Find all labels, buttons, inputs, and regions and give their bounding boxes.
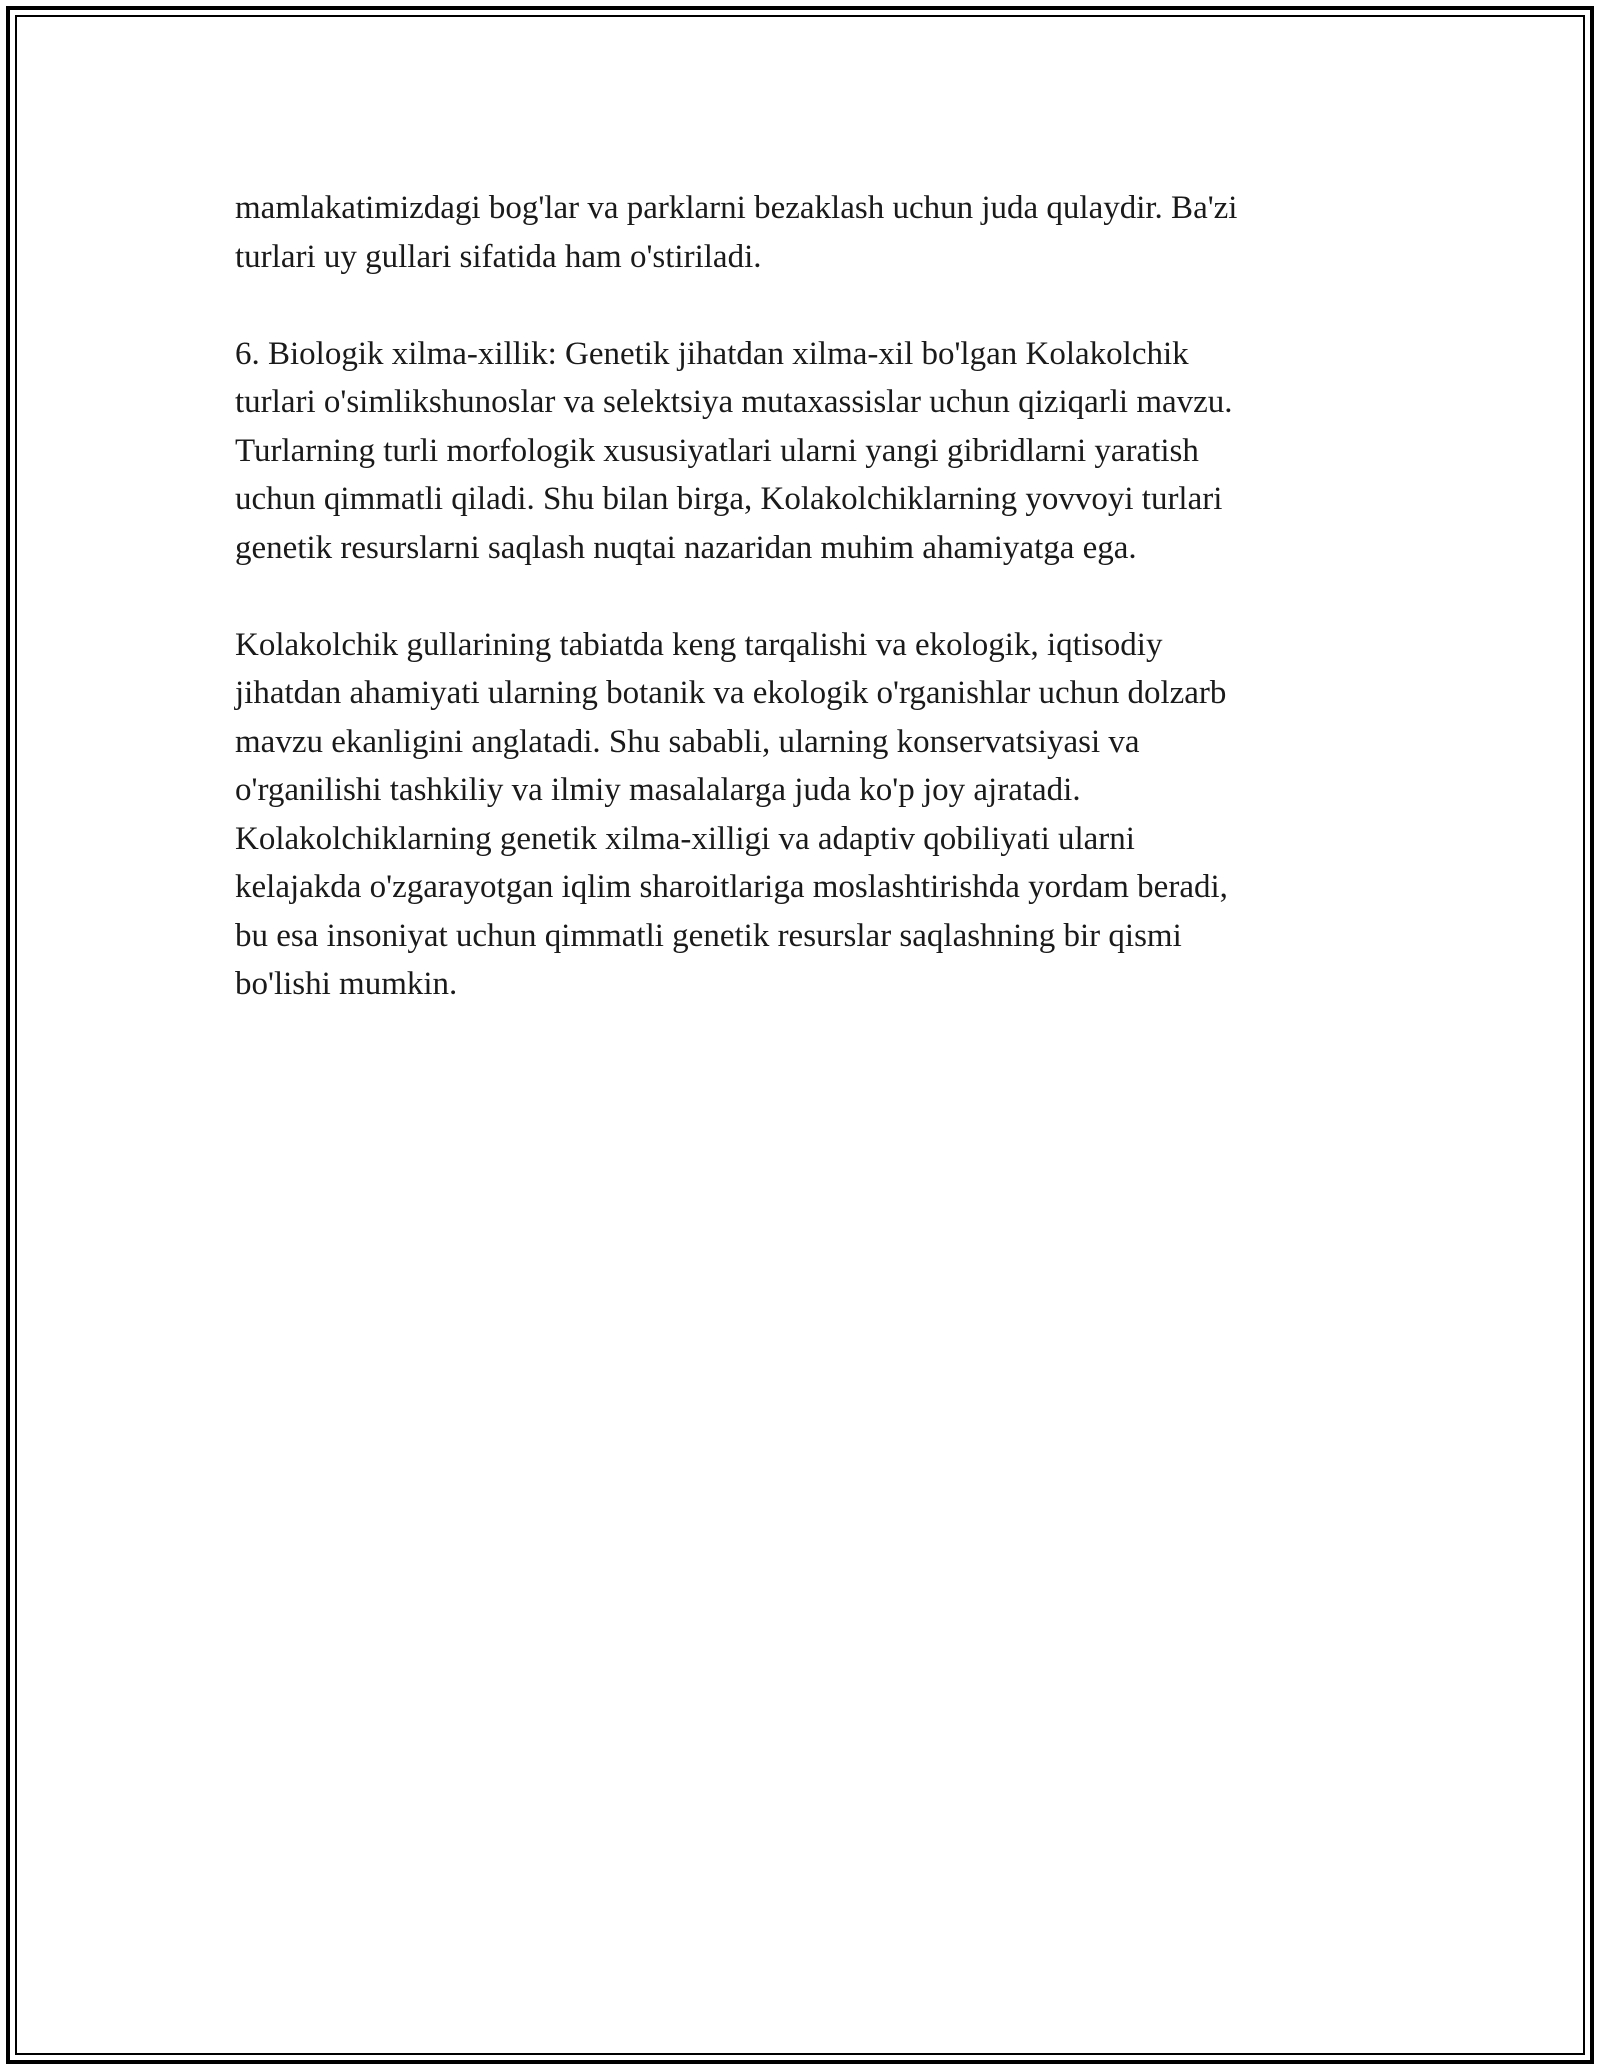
text-line: turlari uy gullari sifatida ham o'stiriladi. [235, 238, 762, 275]
text-line: kelajakda o'zgarayotgan iqlim sharoitlariga moslashtirishda yordam beradi, [235, 869, 1228, 905]
paragraph-biodiversity [235, 330, 1385, 573]
text-line: uchun qimmatli qiladi. Shu bilan birga, Kolakolchiklarning yovvoyi turlari [235, 481, 1223, 517]
text-line: bu esa insoniyat uchun qimmatli genetik resurslar saqlashning bir qismi [235, 917, 1182, 954]
text-line: mamlakatimizdagi bog'lar va parklarni bezaklash uchun juda qulaydir. Ba'zi [235, 190, 1238, 226]
text-line: bo'lishi mumkin. [235, 966, 458, 1002]
paragraph-continuation [235, 184, 1385, 281]
document-body [235, 184, 1385, 1057]
text-line: Turlarning turli morfologik xususiyatlari ularni yangi gibridlarni yaratish [235, 432, 1199, 469]
text-line: Kolakolchiklarning genetik xilma-xilligi va adaptiv qobiliyati ularni [235, 820, 1135, 857]
text-line: o'rganilishi tashkiliy va ilmiy masalalarga juda ko'p joy ajratadi. [235, 772, 1081, 808]
text-line: genetik resurslarni saqlash nuqtai nazaridan muhim ahamiyatga ega. [235, 529, 1137, 566]
text-line: jihatdan ahamiyati ularning botanik va ekologik o'rganishlar uchun dolzarb [235, 675, 1227, 711]
text-line: Kolakolchik gullarining tabiatda keng tarqalishi va ekologik, iqtisodiy [235, 626, 1163, 663]
text-line: turlari o'simlikshunoslar va selektsiya mutaxassislar uchun qiziqarli mavzu. [235, 384, 1233, 420]
text-line: mavzu ekanligini anglatadi. Shu sababli, ularning konservatsiyasi va [235, 723, 1140, 760]
paragraph-conclusion [235, 621, 1385, 1009]
text-line: 6. Biologik xilma-xillik: Genetik jihatdan xilma-xil bo'lgan Kolakolchik [235, 335, 1189, 372]
